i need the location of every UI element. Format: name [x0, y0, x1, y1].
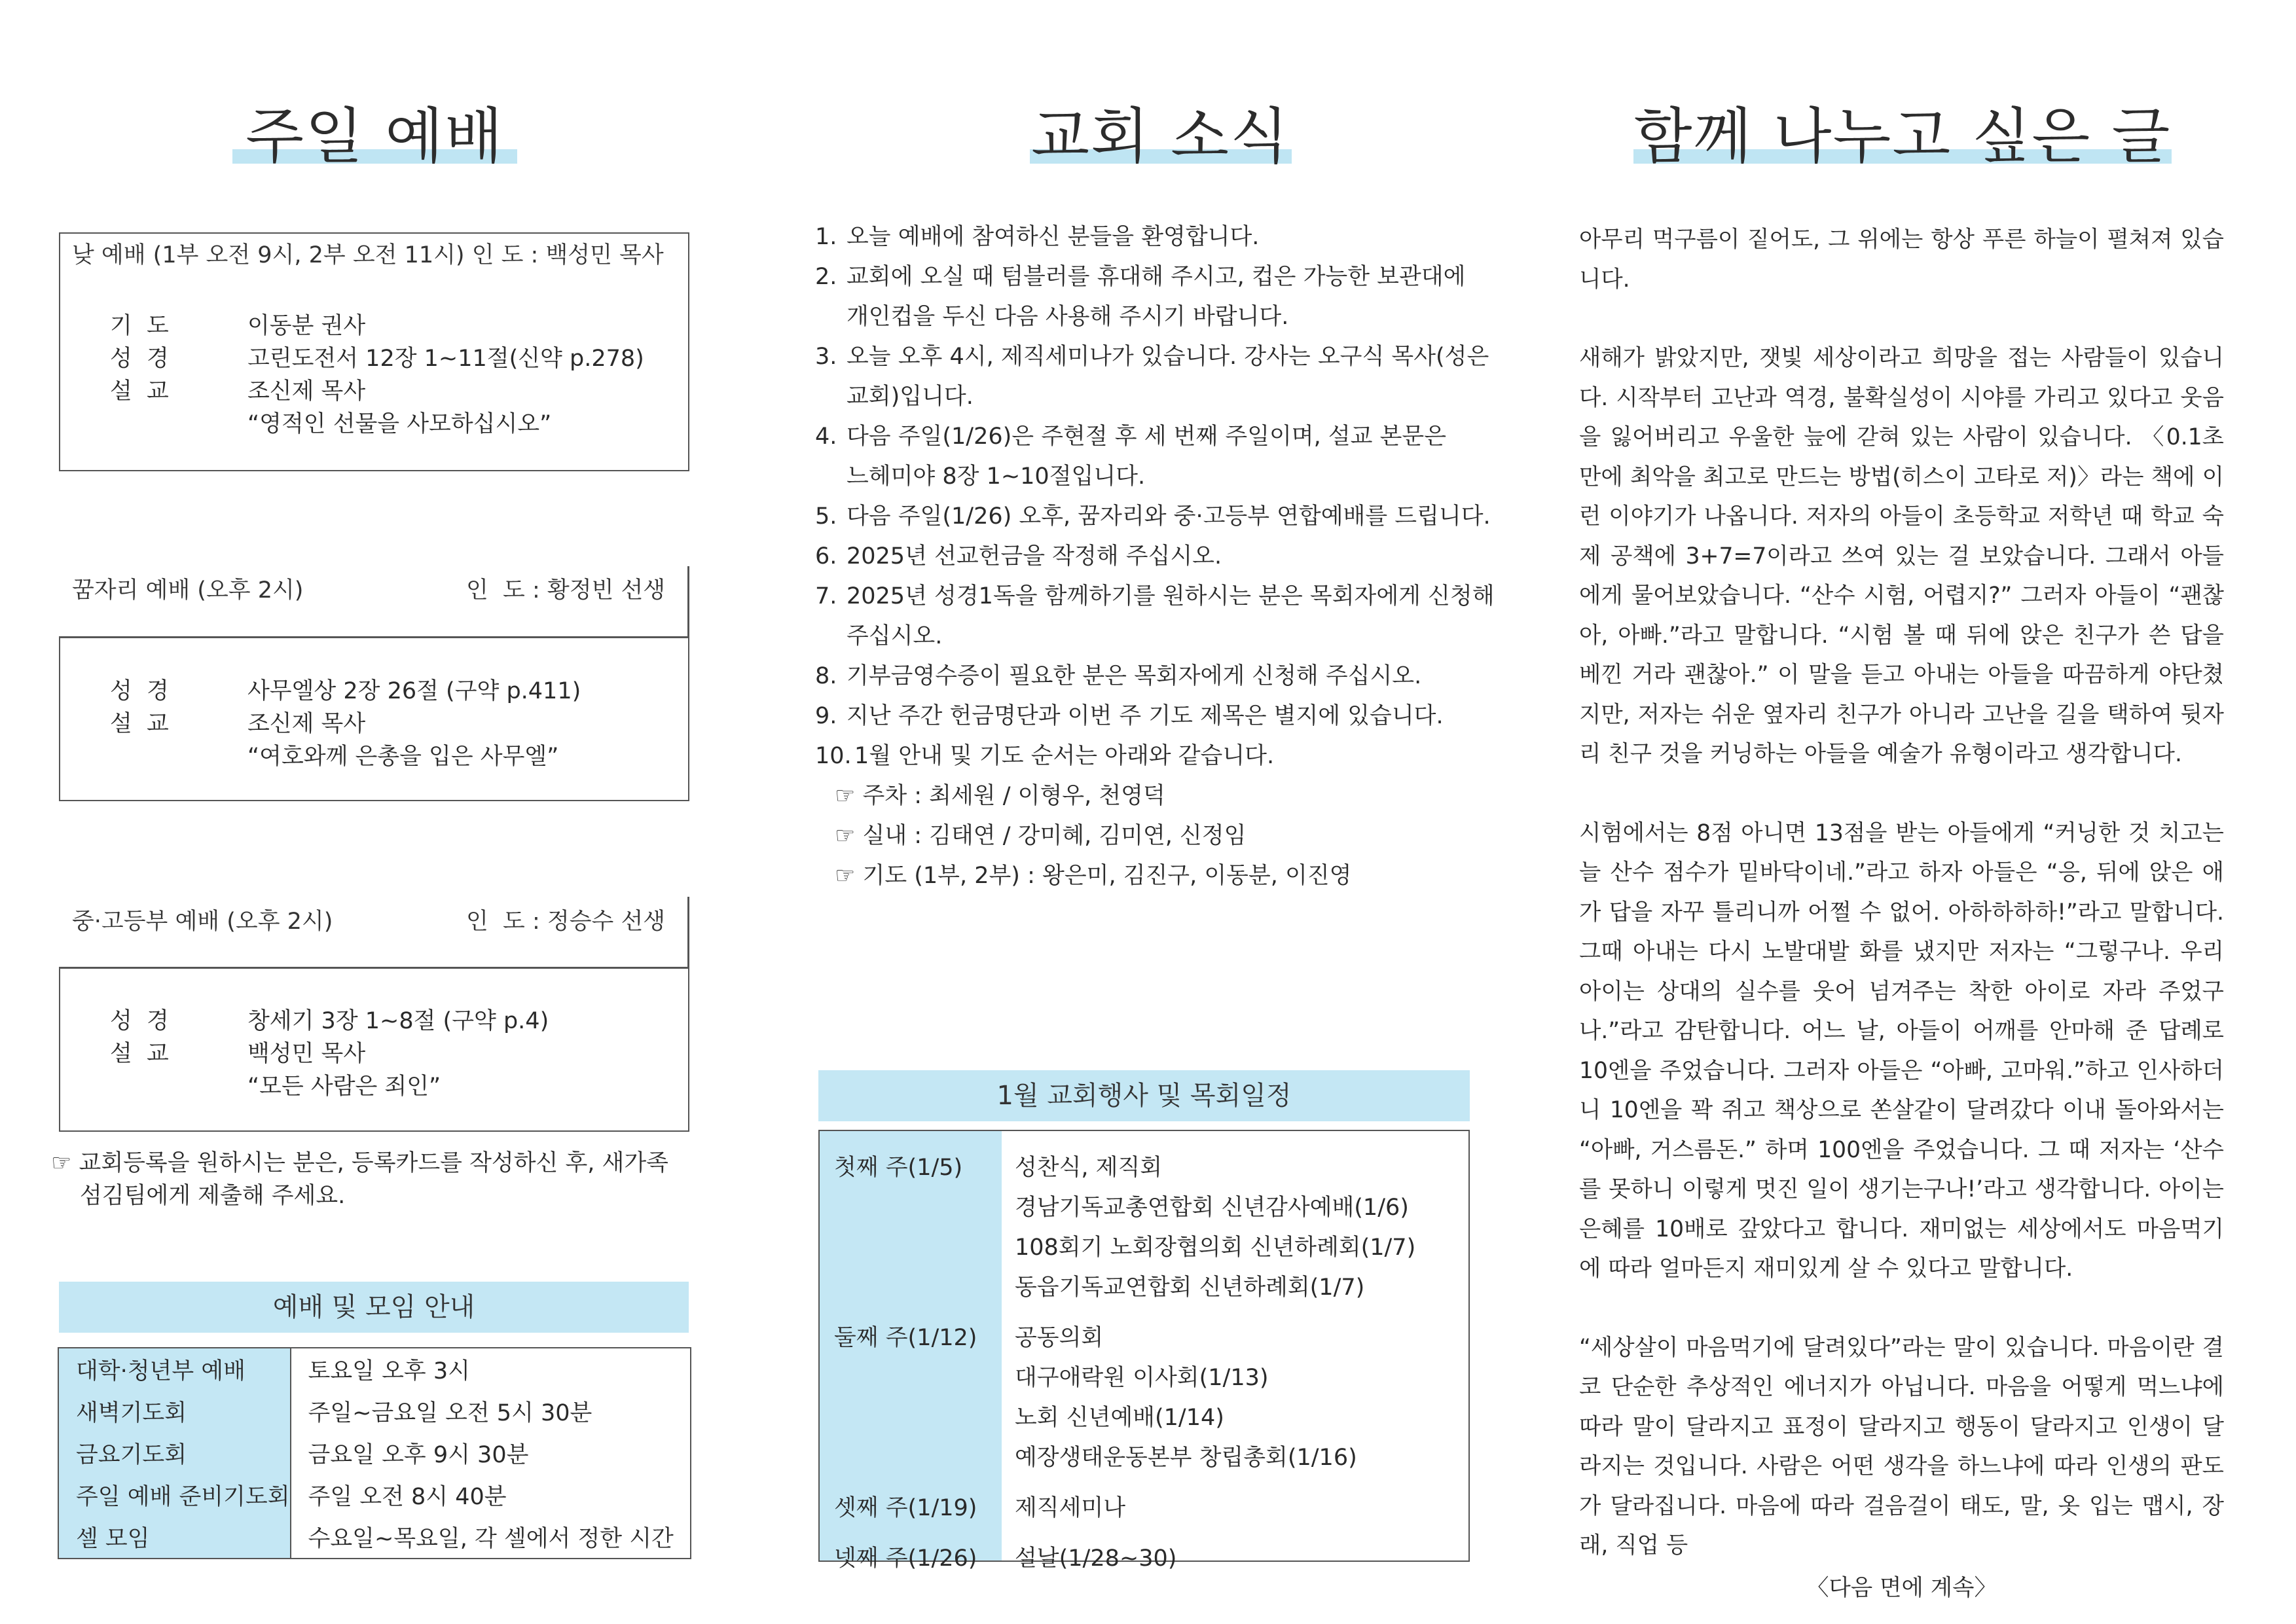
essay-body: [1579, 220, 2224, 1608]
events-banner: 1월 교회행사 및 목회일정: [818, 1070, 1470, 1121]
duty-roster-line: ☞ 실내 : 김태연 / 강미혜, 김미연, 신정임: [835, 823, 1247, 849]
youth-scripture-value: 창세기 3장 1~8절 (구약 p.4): [247, 1008, 549, 1034]
news-item-line: 2025년 성경1독을 함께하기를 원하시는 분은 목회자에게 신청해: [847, 583, 1495, 609]
news-item-text: [847, 417, 1446, 497]
meeting-row: [58, 1432, 691, 1474]
essay-paragraph-2: 새해가 밝았지만, 잿빛 세상이라고 희망을 접는 사람들이 있습니다. 시작부터 고난과 역경, 불확실성이 시야를 가리고 있다고 웃음을 잃어버리고 우울한 늪에 갇혀 있는 사람이 있습니다. 〈0.1초 만에 최악을 최고로 만드는 방법(히스이 고타로 저)〉라는 책에 이런 이야기가 나옵니다. 저자의 아들이 초등학교 저학년 때 학교 숙제 공책에 3+7=7이라고 쓰여 있는 걸 보았습니다. 그래서 아들에게 물어보았습니다. “산수 시험, 어렵지?” 그러자 아들이 “괜찮아, 아빠.”라고 말합니다. “시험 볼 때 뒤에 앉은 친구가 쓴 답을 베낀 거라 괜찮아.” 이 말을 듣고 아내는 아들을 따끔하게 야단쳤지만, 저자는 쉬운 옆자리 친구가 아니라 고난을 길을 택하여 뒷자리 친구 것을 커닝하는 아들을 예술가 유형이라고 생각합니다.: [1579, 345, 2224, 767]
scripture-value: 고린도전서 12장 1~11절(신약 p.278): [247, 346, 644, 372]
news-list: [815, 217, 1495, 896]
event-week-label: 넷째 주(1/26): [834, 1545, 977, 1572]
news-item-number: 8.: [815, 663, 837, 689]
kids-box-top: [59, 636, 687, 638]
worship-title: 주일 예배: [246, 101, 504, 171]
news-item-number: 10.: [815, 743, 852, 769]
news-item-line: 다음 주일(1/26) 오후, 꿈자리와 중·고등부 연합예배를 드립니다.: [847, 503, 1491, 530]
event-item: 108회기 노회장협의회 신년하례회(1/7): [1015, 1235, 1416, 1261]
event-item: 설날(1/28~30): [1015, 1545, 1177, 1572]
essay-paragraph-3: 시험에서는 8점 아니면 13점을 받는 아들에게 “커닝한 것 치고는 늘 산수 점수가 밑바닥이네.”라고 하자 아들은 “응, 뒤에 앉은 애가 답을 자꾸 틀리니까 어쩔 수 없어. 아하하하하!”라고 말합니다. 그때 아내는 다시 노발대발 화를 냈지만 저자는 “그렇구나. 우리 아이는 상대의 실수를 웃어 넘겨주는 착한 아이로 자라 주었구나.”라고 감탄합니다. 어느 날, 아들이 어깨를 안마해 준 답례로 10엔을 주었습니다. 그러자 아들은 “아빠, 고마워.”하고 인사하더니 10엔을 꽉 쥐고 책상으로 쏜살같이 달려갔다 이내 돌아와서는 “아빠, 거스름돈.” 하며 100엔을 주었습니다. 그 때 저자는 ‘산수를 못하니 이렇게 멋진 일이 생기는구나!’라고 생각합니다. 아이는 은혜를 10배로 갚았다고 합니다. 재미없는 세상에서도 마음먹기에 따라 얼마든지 재미있게 살 수 있다고 말합니다.: [1579, 820, 2224, 1282]
news-item-text: [847, 537, 1222, 577]
kids-sermon-label: 설 교: [110, 711, 169, 737]
news-item-line: 느헤미야 8장 1~10절입니다.: [847, 463, 1146, 490]
event-item: 경남기독교총연합회 신년감사예배(1/6): [1015, 1195, 1409, 1221]
news-item-line: 오늘 예배에 참여하신 분들을 환영합니다.: [847, 224, 1260, 250]
news-item-text: [847, 497, 1491, 537]
event-item: 제직세미나: [1015, 1495, 1126, 1521]
sermon-title: “영적인 선물을 사모하십시오”: [247, 411, 552, 437]
news-item-line: 오늘 오후 4시, 제직세미나가 있습니다. 강사는 오구식 목사(성은: [847, 344, 1489, 370]
news-item: [815, 657, 1476, 696]
meeting-time: 주일~금요일 오전 5시 30분: [308, 1400, 592, 1426]
meeting-name: 새벽기도회: [58, 1390, 291, 1432]
news-item-number: 7.: [815, 583, 837, 609]
kids-sermon-title: “여호와께 은총을 입은 사무엘”: [247, 744, 559, 770]
meeting-time: 토요일 오후 3시: [308, 1358, 470, 1384]
kids-service-header: 꿈자리 예배 (오후 2시): [72, 577, 304, 604]
news-item: [815, 337, 1489, 417]
event-item: 대구애락원 이사회(1/13): [1015, 1365, 1269, 1391]
meetings-banner: 예배 및 모임 안내: [59, 1282, 689, 1333]
news-item-text: [847, 337, 1489, 417]
news-item: [815, 696, 1476, 736]
duty-roster-line: ☞ 주차 : 최세원 / 이형우, 천영덕: [835, 783, 1165, 809]
news-item-number: 1.: [815, 224, 837, 250]
news-title: 교회 소식: [1031, 101, 1290, 171]
news-item: [815, 577, 1495, 657]
youth-sermon-label: 설 교: [110, 1041, 169, 1067]
youth-scripture-label: 성 경: [110, 1008, 169, 1034]
register-note-line2: 섬김팀에게 제출해 주세요.: [80, 1183, 346, 1209]
kids-scripture-value: 사무엘상 2장 26절 (구약 p.411): [247, 678, 581, 704]
news-item: [815, 417, 1476, 497]
event-week-label: 둘째 주(1/12): [834, 1325, 977, 1351]
meeting-row: [58, 1516, 691, 1559]
meeting-name: 주일 예배 준비기도회: [58, 1474, 291, 1516]
meeting-time: 주일 오전 8시 40분: [308, 1484, 507, 1510]
duty-roster-line: ☞ 기도 (1부, 2부) : 왕은미, 김진구, 이동분, 이진영: [835, 863, 1352, 889]
news-item-number: 9.: [815, 703, 837, 729]
meeting-name: 금요기도회: [58, 1432, 291, 1474]
essay-title: 함께 나누고 싶은 글: [1633, 101, 2172, 171]
scripture-label: 성 경: [110, 346, 169, 372]
news-item-line: 1월 안내 및 기도 순서는 아래와 같습니다.: [854, 743, 1275, 769]
event-week-label: 첫째 주(1/5): [834, 1155, 963, 1181]
news-item-text: [847, 577, 1495, 657]
news-item: [815, 217, 1476, 257]
youth-service-header: 중·고등부 예배 (오후 2시): [72, 909, 333, 935]
youth-preacher-value: 백성민 목사: [247, 1041, 366, 1067]
news-item-text: [847, 696, 1444, 736]
news-item-number: 4.: [815, 424, 837, 450]
news-item-text: [854, 736, 1274, 776]
youth-sermon-title: “모든 사람은 죄인”: [247, 1074, 441, 1100]
morning-service-header: 낮 예배 (1부 오전 9시, 2부 오전 11시) 인 도 : 백성민 목사: [72, 242, 664, 268]
youth-service-leader: 인 도 : 정승수 선생: [466, 909, 666, 935]
event-item: 노회 신년예배(1/14): [1015, 1405, 1224, 1431]
event-week-label: 셋째 주(1/19): [834, 1495, 977, 1521]
kids-scripture-label: 성 경: [110, 678, 169, 704]
meetings-table: [58, 1347, 691, 1559]
meeting-name: 대학·청년부 예배: [58, 1348, 291, 1390]
event-item: 예장생태운동본부 창립총회(1/16): [1015, 1445, 1357, 1471]
news-item-line: 교회)입니다.: [847, 384, 974, 410]
youth-box-side: [687, 897, 689, 969]
news-item-text: [847, 257, 1465, 337]
news-item-line: 주십시오.: [847, 623, 943, 649]
event-item: 공동의회: [1015, 1325, 1104, 1351]
news-item: [815, 497, 1491, 537]
meeting-time: 금요일 오후 9시 30분: [308, 1442, 529, 1468]
news-item-number: 5.: [815, 503, 837, 530]
meeting-row: [58, 1474, 691, 1516]
kids-box-side: [687, 566, 689, 638]
news-item-number: 2.: [815, 264, 837, 290]
register-note-line1: ☞ 교회등록을 원하시는 분은, 등록카드를 작성하신 후, 새가족: [51, 1150, 668, 1176]
news-item-number: 6.: [815, 543, 837, 569]
youth-box-top: [59, 967, 687, 969]
news-item-number: 3.: [815, 344, 837, 370]
essay-paragraph-4: “세상살이 마음먹기에 달려있다”라는 말이 있습니다. 마음이란 결코 단순한 추상적인 에너지가 아닙니다. 마음을 어떻게 먹느냐에 따라 말이 달라지고 표정이 달라지고 행동이 달라지고 인생이 달라지는 것입니다. 사람은 어떤 생각을 하느냐에 따라 인생의 판도가 달라집니다. 마음에 따라 걸음걸이 태도, 말, 옷 입는 맵시, 장래, 직업 등: [1579, 1334, 2224, 1559]
news-item-line: 교회에 오실 때 텀블러를 휴대해 주시고, 컵은 가능한 보관대에: [847, 264, 1466, 290]
sermon-label: 설 교: [110, 378, 169, 405]
prayer-value: 이동분 권사: [247, 313, 366, 339]
news-item-line: 2025년 선교헌금을 작정해 주십시오.: [847, 543, 1222, 569]
news-item-line: 다음 주일(1/26)은 주현절 후 세 번째 주일이며, 설교 본문은: [847, 424, 1447, 450]
meeting-name: 셀 모임: [58, 1516, 291, 1559]
meeting-time: 수요일~목요일, 각 셀에서 정한 시간: [308, 1526, 674, 1552]
news-item: [815, 257, 1476, 337]
news-item-line: 개인컵을 두신 다음 사용해 주시기 바랍니다.: [847, 304, 1289, 330]
preacher-value: 조신제 목사: [247, 378, 366, 405]
news-item-text: [847, 657, 1421, 696]
news-item-text: [847, 217, 1259, 257]
essay-continued: 〈다음 면에 계속〉: [1806, 1574, 1997, 1601]
prayer-label: 기 도: [110, 313, 169, 339]
news-item: [815, 736, 1476, 776]
essay-paragraph-1: 아무리 먹구름이 짙어도, 그 위에는 항상 푸른 하늘이 펼쳐져 있습니다.: [1579, 226, 2224, 293]
meeting-row: [58, 1348, 691, 1390]
kids-service-leader: 인 도 : 황정빈 선생: [466, 577, 666, 604]
news-item: [815, 537, 1476, 577]
news-item-line: 기부금영수증이 필요한 분은 목회자에게 신청해 주십시오.: [847, 663, 1422, 689]
meeting-row: [58, 1390, 691, 1432]
kids-preacher-value: 조신제 목사: [247, 711, 366, 737]
news-item-line: 지난 주간 헌금명단과 이번 주 기도 제목은 별지에 있습니다.: [847, 703, 1444, 729]
event-item: 동읍기독교연합회 신년하례회(1/7): [1015, 1274, 1365, 1301]
event-item: 성찬식, 제직회: [1015, 1155, 1163, 1181]
events-table: [818, 1130, 1470, 1572]
